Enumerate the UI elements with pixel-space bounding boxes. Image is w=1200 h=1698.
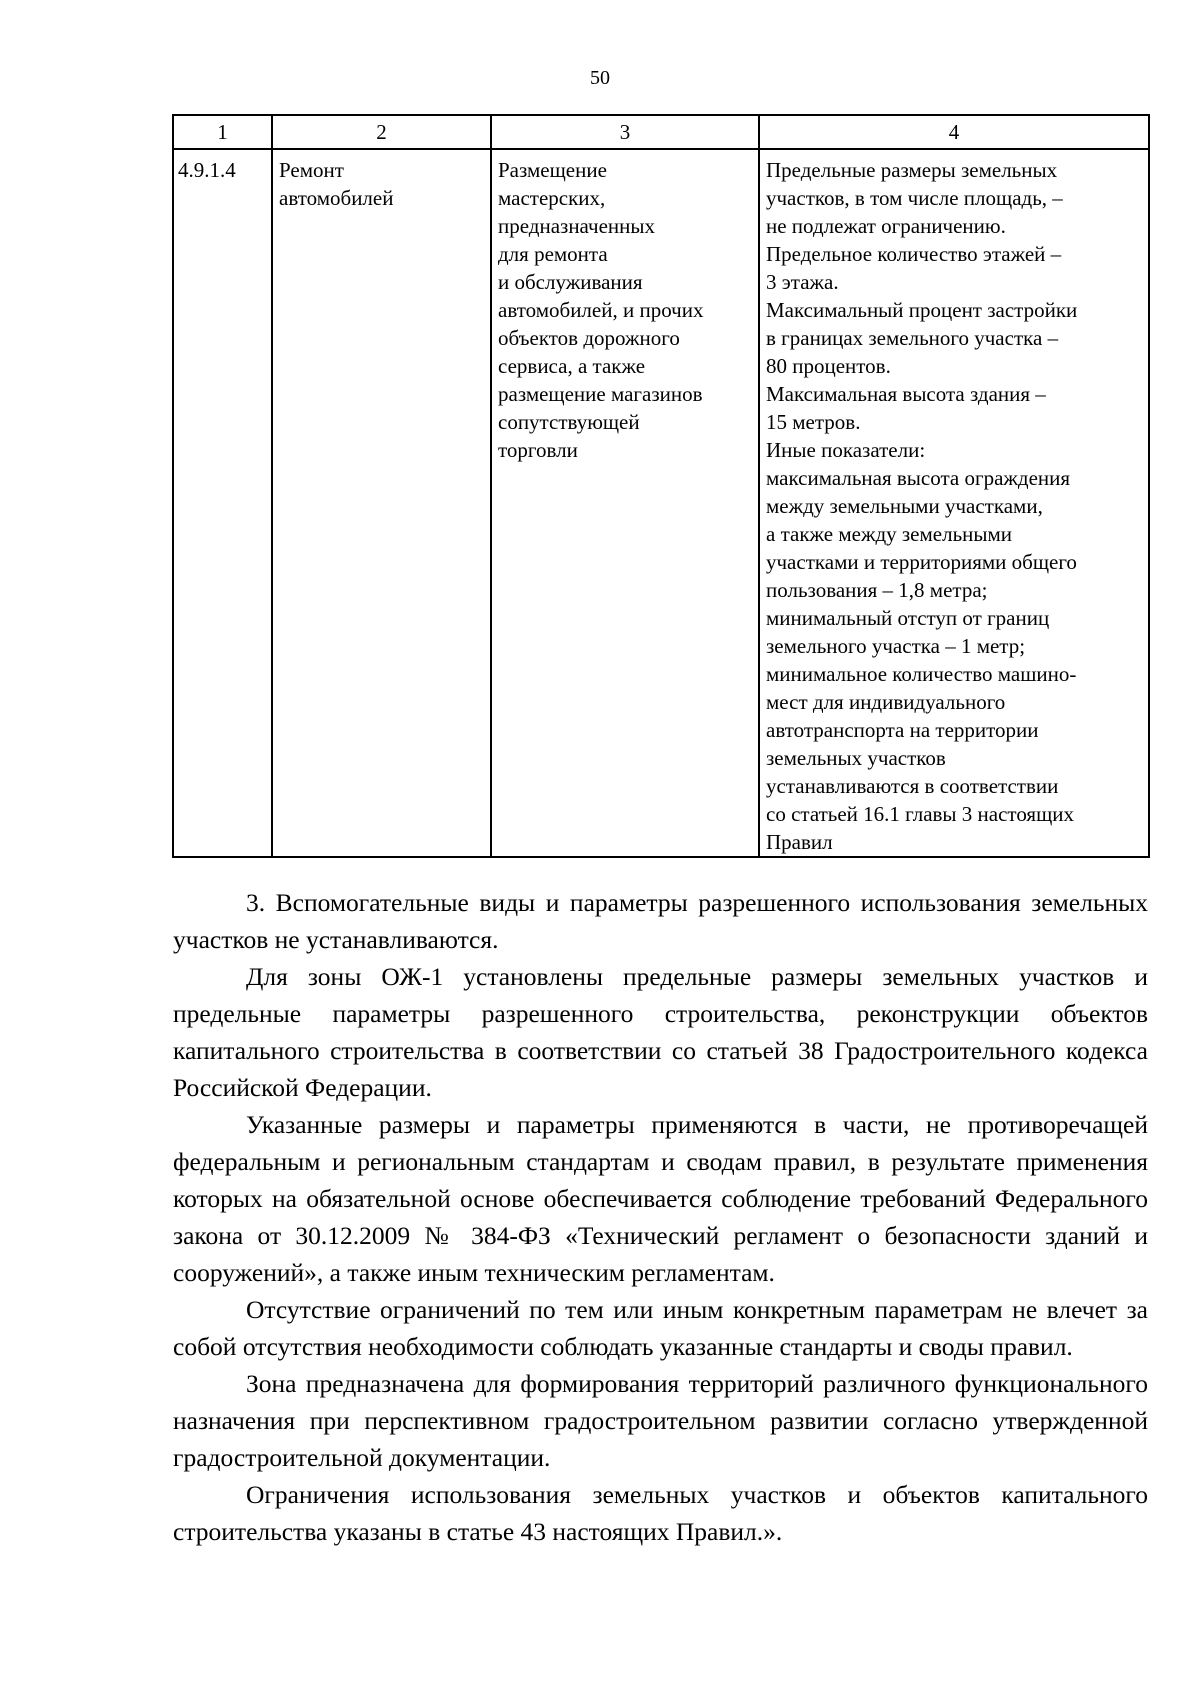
paragraph: Отсутствие ограничений по тем или иным конкретным параметрам не влечет за собой отсутствия необходимости соблюдать указанные стандарты и своды правил. (173, 1295, 1148, 1361)
description-line: и обслуживания (498, 270, 643, 294)
parameter-line: не подлежат ограничению. (766, 214, 1006, 238)
description-line: сопутствующей (498, 410, 640, 434)
description-line: для ремонта (498, 242, 608, 266)
use-name-line: Ремонт (279, 158, 344, 182)
parameter-line: минимальный отступ от границ (766, 606, 1050, 630)
use-name-line: автомобилей (279, 186, 394, 210)
parameter-line: Предельные размеры земельных (766, 158, 1058, 182)
parameter-line: 80 процентов. (766, 354, 891, 378)
paragraph: Указанные размеры и параметры применяются в части, не противоречащей федеральным и региональным стандартам и сводам правил, в результате применения которых на обязательной основе обеспечивается соблюдение требований Федерального закона от 30.12.2009 № 384-ФЗ «Технический регламент о безопасности зданий и сооружений», а также иным техническим регламентам. (173, 1110, 1148, 1287)
parameter-line: 3 этажа. (766, 270, 839, 294)
parameter-line: максимальная высота ограждения (766, 466, 1071, 490)
description-line: сервиса, а также (498, 354, 646, 378)
parameter-line: автотранспорта на территории (766, 718, 1039, 742)
column-header-3: 3 (491, 115, 759, 149)
use-description-cell (491, 149, 759, 857)
paragraph: Для зоны ОЖ-1 установлены предельные размеры земельных участков и предельные параметры разрешенного строительства, реконструкции объектов капитального строительства в соответствии со статьей 38 Градостроительного кодекса Российской Федерации. (173, 962, 1148, 1102)
paragraph: 3. Вспомогательные виды и параметры разрешенного использования земельных участков не устанавливаются. (173, 888, 1148, 954)
parameter-line: участками и территориями общего (766, 550, 1077, 574)
use-code-cell (173, 149, 272, 857)
table-row (173, 149, 1149, 857)
description-line: автомобилей, и прочих (498, 298, 704, 322)
description-line: размещение магазинов (498, 382, 703, 406)
parameter-line: со статьей 16.1 главы 3 настоящих (766, 802, 1074, 826)
parameter-line: Максимальный процент застройки (766, 298, 1078, 322)
description-line: Размещение (498, 158, 607, 182)
parameter-line: 15 метров. (766, 410, 861, 434)
column-header-4: 4 (759, 115, 1149, 149)
page-number: 50 (590, 67, 610, 89)
column-header-1: 1 (173, 115, 272, 149)
parameter-line: земельного участка – 1 метр; (766, 634, 1026, 658)
parameter-line: Максимальная высота здания – (766, 382, 1046, 406)
parameter-line: в границах земельного участка – (766, 326, 1059, 350)
body-text (173, 884, 1148, 1550)
description-line: предназначенных (498, 214, 656, 238)
parameter-line: а также между земельными (766, 522, 1013, 546)
parameter-line: Правил (766, 830, 833, 854)
paragraph: Зона предназначена для формирования территорий различного функционального назначения при перспективном градостроительном развитии согласно утвержденной градостроительной документации. (173, 1369, 1148, 1472)
parameter-line: пользования – 1,8 метра; (766, 578, 988, 602)
column-header-2: 2 (272, 115, 491, 149)
table-header-row (173, 115, 1149, 149)
description-line: мастерских, (498, 186, 606, 210)
parameter-line: земельных участков (766, 746, 946, 770)
parameter-line: мест для индивидуального (766, 690, 1006, 714)
parameter-line: Иные показатели: (766, 438, 926, 462)
description-line: объектов дорожного (498, 326, 680, 350)
use-code: 4.9.1.4 (178, 158, 236, 182)
parameter-line: устанавливаются в соответствии (766, 774, 1059, 798)
parameters-cell (759, 149, 1149, 857)
parameter-line: минимальное количество машино- (766, 662, 1077, 686)
paragraph: Ограничения использования земельных участков и объектов капитального строительства указаны в статье 43 настоящих Правил.». (173, 1480, 1148, 1546)
land-use-table (172, 114, 1150, 858)
parameter-line: между земельными участками, (766, 494, 1043, 518)
description-line: торговли (498, 438, 578, 462)
use-name-cell (272, 149, 491, 857)
parameter-line: Предельное количество этажей – (766, 242, 1062, 266)
parameter-line: участков, в том числе площадь, – (766, 186, 1063, 210)
